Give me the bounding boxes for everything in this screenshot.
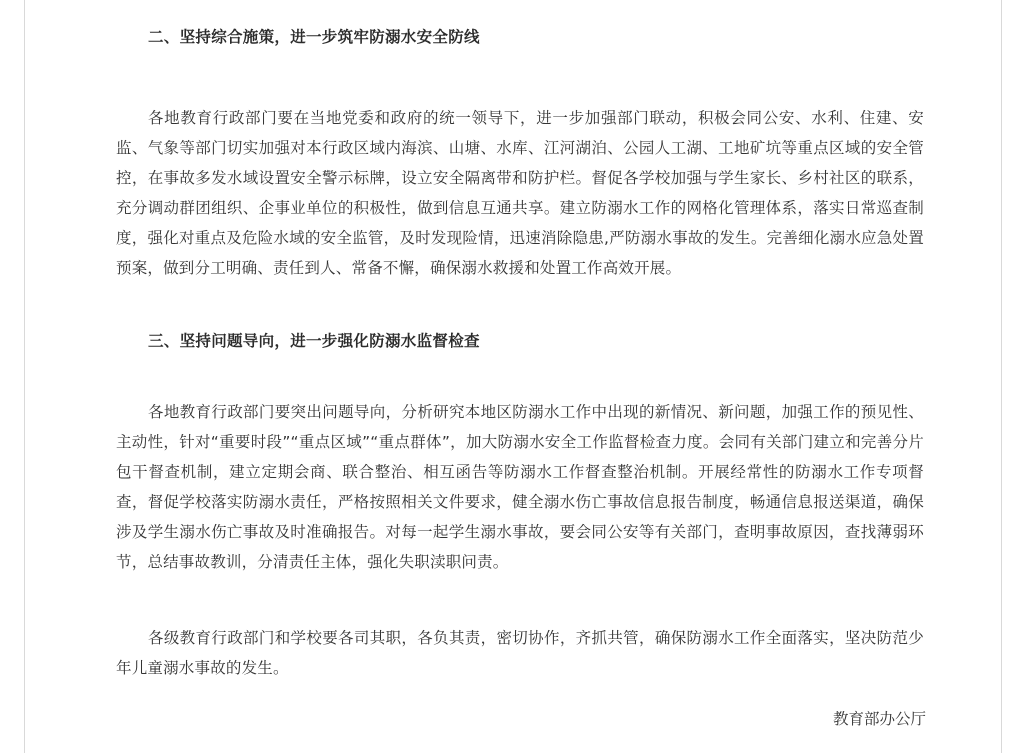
body-paragraph: 各级教育行政部门和学校要各司其职，各负其责，密切协作，齐抓共管，确保防溺水工作全面落实，坚决防范少年儿童溺水事故的发生。 bbox=[116, 629, 924, 677]
body-paragraph: 各地教育行政部门要突出问题导向，分析研究本地区防溺水工作中出现的新情况、新问题，加强工作的预见性、主动性，针对“重要时段”“重点区域”“重点群体”，加大防溺水安全工作监督检查力度。会同有关部门建立和完善分片包干督查机制，建立定期会商、联合整治、相互函告等防溺水工作督查整治机制。开展经常性的防溺水工作专项督查，督促学校落实防溺水责任，严格按照相关文件要求，健全溺水伤亡事故信息报告制度，畅通信息报送渠道，确保涉及学生溺水伤亡事故及时准确报告。对每一起学生溺水事故，要会同公安等有关部门，查明事故原因，查找薄弱环节，总结事故教训，分清责任主体，强化失职渎职问责。 bbox=[116, 403, 924, 571]
section-heading: 三、坚持问题导向，进一步强化防溺水监督检查 bbox=[148, 332, 480, 350]
issuer-signature: 教育部办公厅 bbox=[832, 710, 926, 728]
body-paragraph: 各地教育行政部门要在当地党委和政府的统一领导下，进一步加强部门联动，积极会同公安、水利、住建、安监、气象等部门切实加强对本行政区域内海滨、山塘、水库、江河湖泊、公园人工湖、工地矿坑等重点区域的安全管控，在事故多发水域设置安全警示标牌，设立安全隔离带和防护栏。督促各学校加强与学生家长、乡村社区的联系，充分调动群团组织、企事业单位的积极性，做到信息互通共享。建立防溺水工作的网格化管理体系，落实日常巡查制度，强化对重点及危险水域的安全监管，及时发现险情，迅速消除隐患,严防溺水事故的发生。完善细化溺水应急处置预案，做到分工明确、责任到人、常备不懈，确保溺水救援和处置工作高效开展。 bbox=[116, 109, 924, 277]
document-body bbox=[116, 22, 924, 683]
section-heading: 二、坚持综合施策，进一步筑牢防溺水安全防线 bbox=[148, 28, 480, 46]
